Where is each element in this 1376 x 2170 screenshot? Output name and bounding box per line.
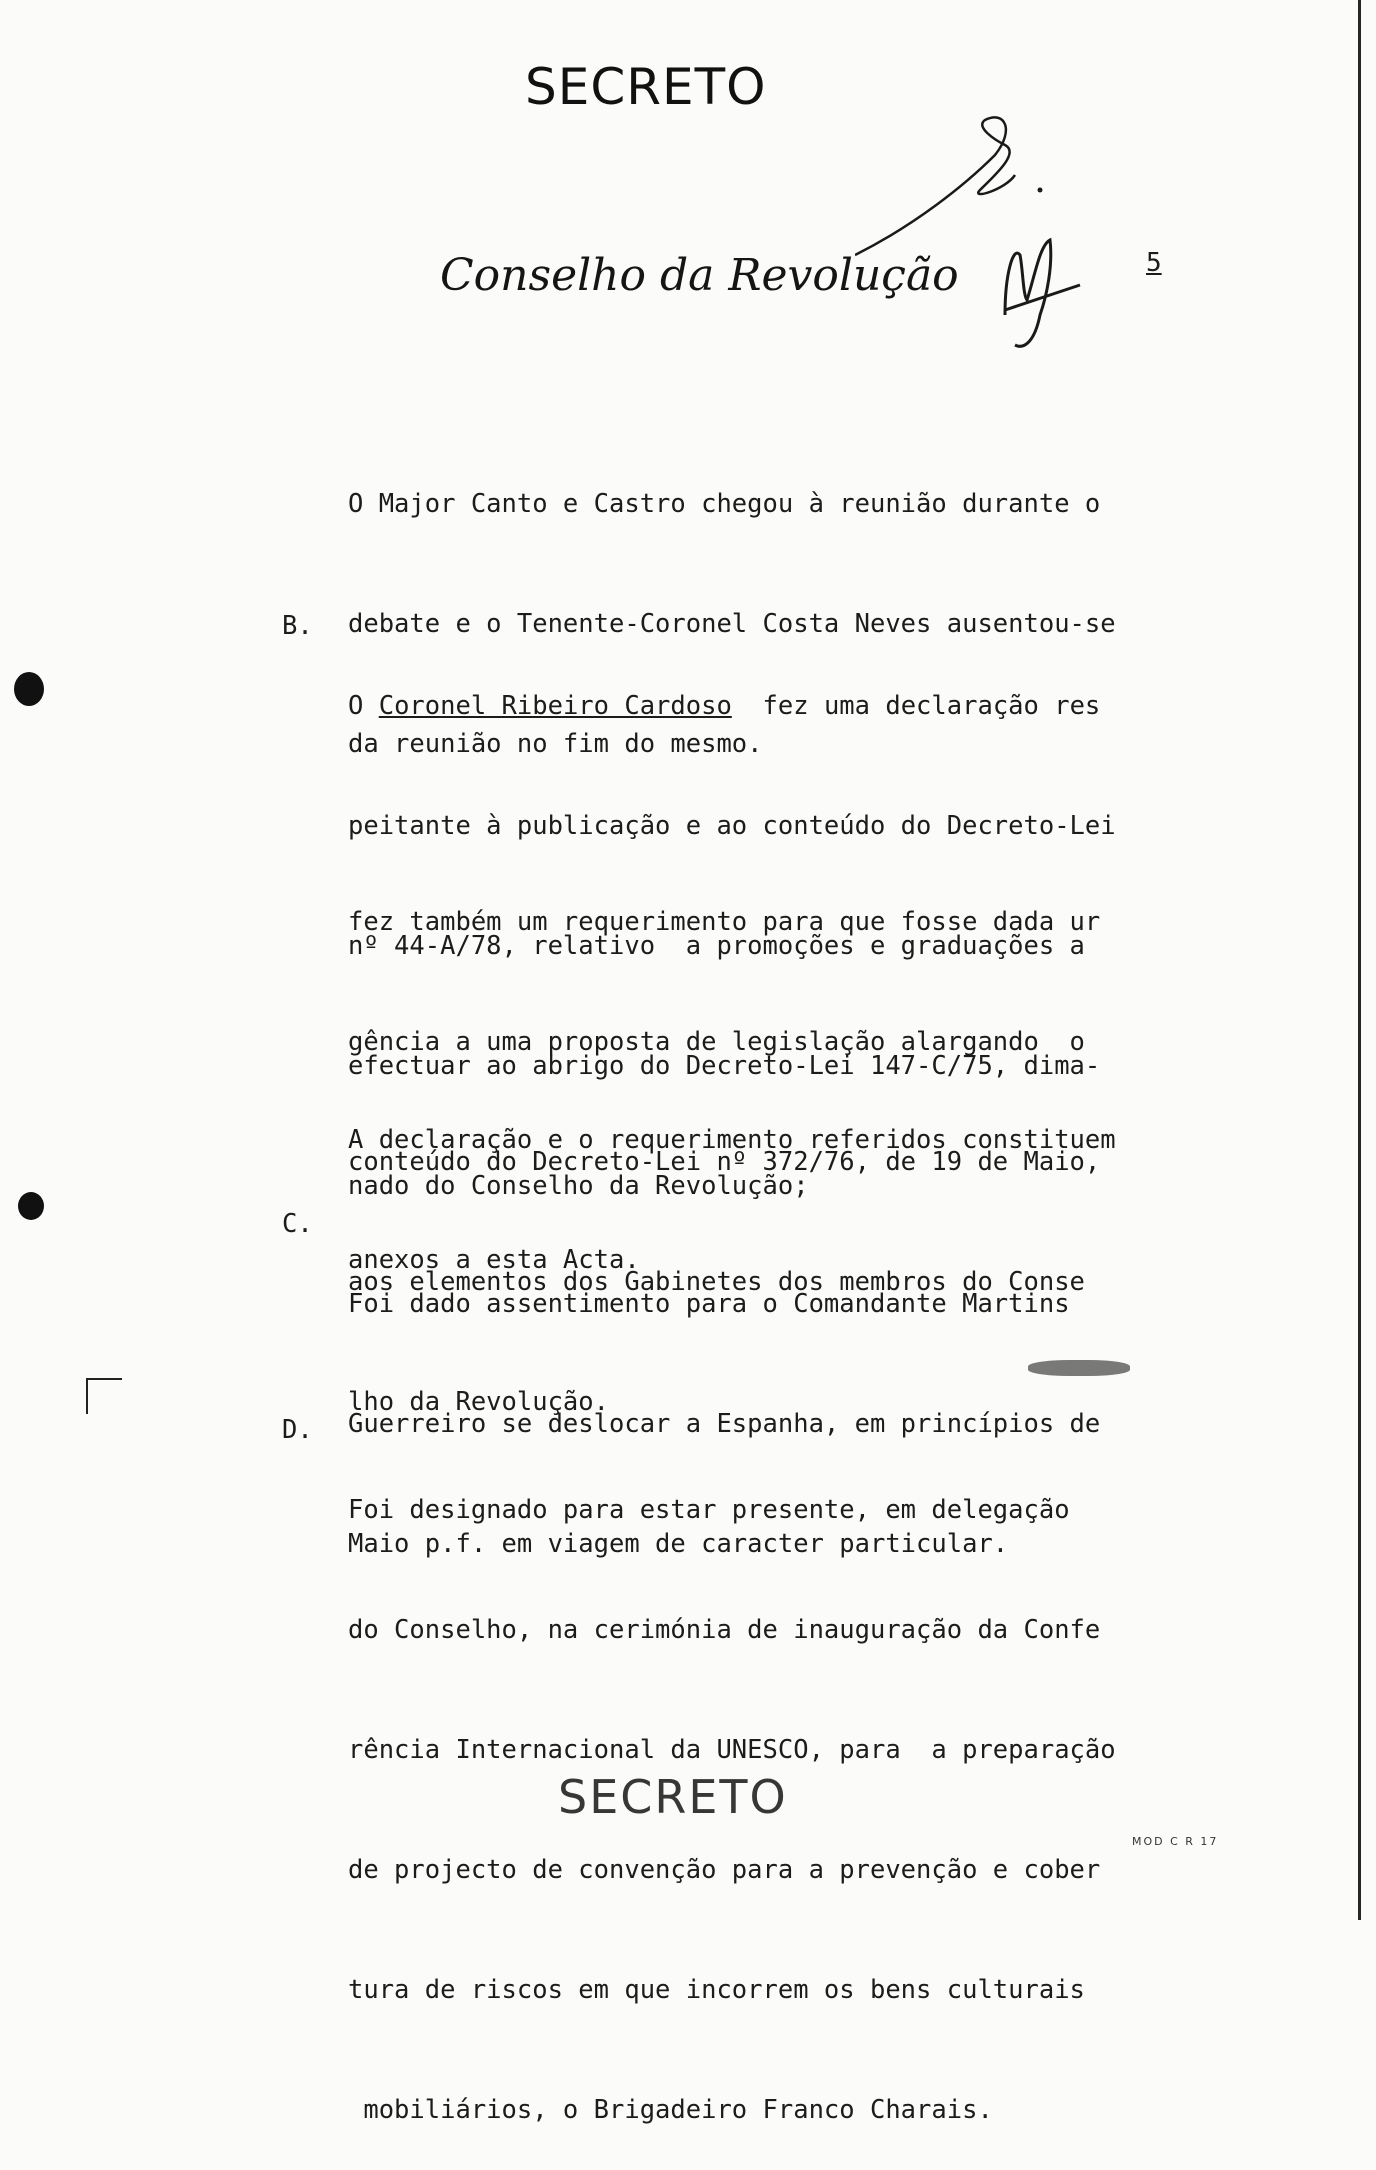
text-line: fez também um requerimento para que fosse dada ur bbox=[348, 907, 1101, 937]
text-line: anexos a esta Acta. bbox=[348, 1245, 640, 1275]
text-line: peitante à publicação e ao conteúdo do Decreto-Lei bbox=[348, 811, 1116, 841]
punch-hole-bottom bbox=[18, 1192, 44, 1220]
text-line: Foi dado assentimento para o Comandante Martins bbox=[348, 1289, 1070, 1319]
underlined-name: Coronel Ribeiro Cardoso bbox=[378, 691, 732, 721]
classification-stamp-top: SECRETO bbox=[525, 58, 767, 116]
classification-stamp-bottom: SECRETO bbox=[558, 1770, 788, 1824]
text-line: rência Internacional da UNESCO, para a preparação bbox=[348, 1735, 1116, 1765]
form-code: MOD C R 17 bbox=[1132, 1835, 1219, 1848]
section-marker-c: C. bbox=[282, 1209, 313, 1239]
text-line: nº 44-A/78, relativo a promoções e graduações a bbox=[348, 931, 1085, 961]
page-number: 5 bbox=[1146, 248, 1162, 278]
text-line: Foi designado para estar presente, em delegação bbox=[348, 1495, 1070, 1525]
section-marker-b: B. bbox=[282, 611, 313, 641]
page-edge bbox=[1358, 0, 1361, 1920]
text-line: aos elementos dos Gabinetes dos membros do Conse bbox=[348, 1267, 1085, 1297]
text-line: mobiliários, o Brigadeiro Franco Charais. bbox=[348, 2095, 993, 2125]
text-line: tura de riscos em que incorrem os bens culturais bbox=[348, 1975, 1085, 2005]
text-line: da reunião no fim do mesmo. bbox=[348, 729, 763, 759]
text-line: gência a uma proposta de legislação alargando o bbox=[348, 1027, 1085, 1057]
text-fragment: O bbox=[348, 691, 379, 721]
text-line: nado do Conselho da Revolução; bbox=[348, 1171, 809, 1201]
text-line: conteúdo do Decreto-Lei nº 372/76, de 19 de Maio, bbox=[348, 1147, 1101, 1177]
text-line: A declaração e o requerimento referidos constituem bbox=[348, 1125, 1116, 1155]
text-line bbox=[348, 686, 1178, 726]
text-line: de projecto de convenção para a prevenção e cober bbox=[348, 1855, 1101, 1885]
text-line: Maio p.f. em viagem de caracter particular. bbox=[348, 1529, 1009, 1559]
section-marker-d: D. bbox=[282, 1415, 313, 1445]
text-line: O Major Canto e Castro chegou à reunião durante o bbox=[348, 489, 1101, 519]
handwritten-initials bbox=[855, 95, 1085, 365]
letterhead-title: Conselho da Revolução bbox=[440, 250, 959, 301]
punch-hole-top bbox=[14, 672, 44, 706]
text-fragment: fez uma declaração res bbox=[731, 691, 1101, 721]
text-line: debate e o Tenente-Coronel Costa Neves ausentou-se bbox=[348, 609, 1116, 639]
corner-mark bbox=[86, 1378, 122, 1414]
text-line: do Conselho, na cerimónia de inauguração da Confe bbox=[348, 1615, 1101, 1645]
text-line: lho da Revolução. bbox=[348, 1387, 609, 1417]
text-line: efectuar ao abrigo do Decreto-Lei 147-C/75, dima- bbox=[348, 1051, 1101, 1081]
text-line: Guerreiro se deslocar a Espanha, em princípios de bbox=[348, 1409, 1101, 1439]
